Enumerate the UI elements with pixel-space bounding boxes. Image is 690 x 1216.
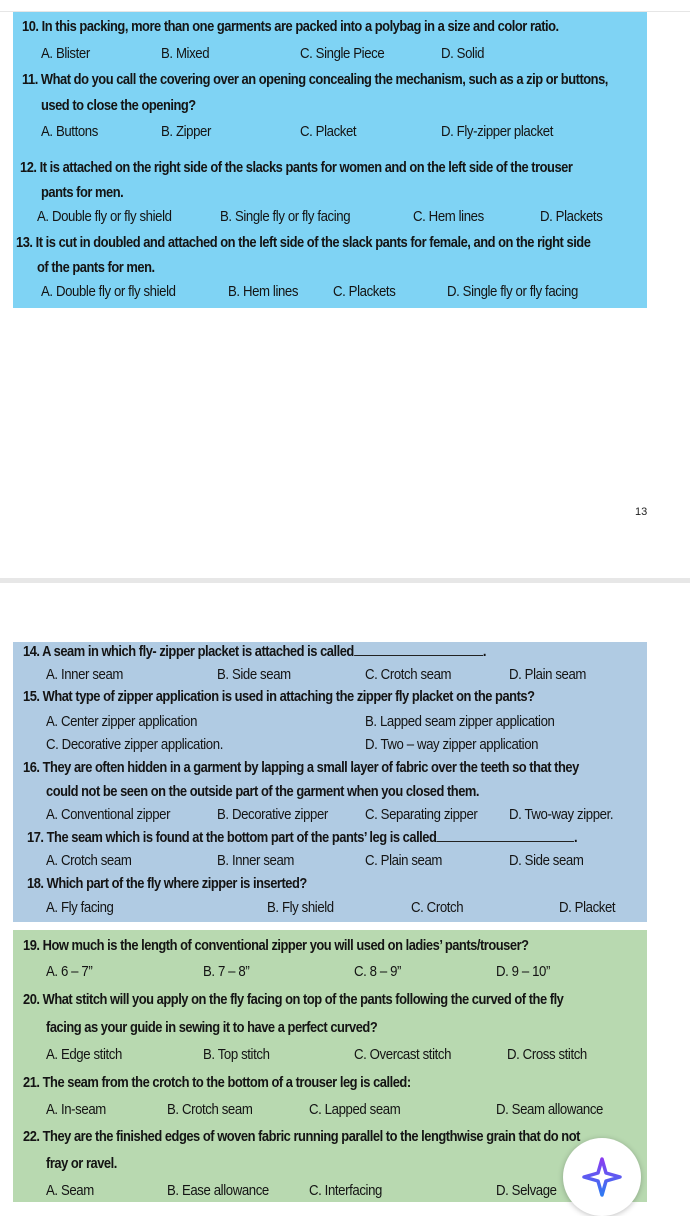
q13-option-b[interactable]: B. Hem lines — [228, 283, 299, 300]
question-17-text: 17. The seam which is found at the bottom part of the pants’ leg is called — [27, 829, 437, 846]
question-15: 15. What type of zipper application is used in attaching the zipper fly placket on the pants? — [23, 688, 535, 705]
question-21: 21. The seam from the crotch to the bottom of a trouser leg is called: — [23, 1074, 411, 1091]
question-20-line-1: 20. What stitch will you apply on the fly facing on top of the pants following the curved of the fly — [23, 991, 564, 1008]
question-17-end: . — [574, 829, 578, 846]
q15-option-d[interactable]: D. Two – way zipper application — [365, 736, 539, 753]
q22-option-d[interactable]: D. Selvage — [496, 1182, 557, 1199]
q11-option-b[interactable]: B. Zipper — [161, 123, 211, 140]
question-11-line-2: used to close the opening? — [41, 97, 196, 114]
q14-option-c[interactable]: C. Crotch seam — [365, 666, 452, 683]
q17-option-b[interactable]: B. Inner seam — [217, 852, 295, 869]
q17-option-d[interactable]: D. Side seam — [509, 852, 584, 869]
q16-option-d[interactable]: D. Two-way zipper. — [509, 806, 614, 823]
q20-option-a[interactable]: A. Edge stitch — [46, 1046, 122, 1063]
question-14-text: 14. A seam in which fly- zipper placket is attached is called — [23, 643, 354, 660]
sparkle-icon — [582, 1157, 622, 1197]
q22-option-c[interactable]: C. Interfacing — [309, 1182, 382, 1199]
answer-blank — [354, 643, 483, 656]
question-block-2 — [13, 642, 647, 922]
q10-option-b[interactable]: B. Mixed — [161, 45, 210, 62]
q16-option-b[interactable]: B. Decorative zipper — [217, 806, 328, 823]
question-18: 18. Which part of the fly where zipper is inserted? — [27, 875, 307, 892]
q18-option-d[interactable]: D. Placket — [559, 899, 616, 916]
question-17 — [27, 829, 577, 846]
q11-option-d[interactable]: D. Fly-zipper placket — [441, 123, 553, 140]
question-14 — [23, 643, 486, 660]
q21-option-a[interactable]: A. In-seam — [46, 1101, 106, 1118]
question-16-line-1: 16. They are often hidden in a garment by lapping a small layer of fabric over the teeth so that they — [23, 759, 579, 776]
q14-option-d[interactable]: D. Plain seam — [509, 666, 587, 683]
question-22-line-1: 22. They are the finished edges of woven fabric running parallel to the lengthwise grain that do not — [23, 1128, 580, 1145]
q19-option-d[interactable]: D. 9 – 10” — [496, 963, 551, 980]
q18-option-c[interactable]: C. Crotch — [411, 899, 464, 916]
q11-option-a[interactable]: A. Buttons — [41, 123, 98, 140]
q10-option-a[interactable]: A. Blister — [41, 45, 90, 62]
q11-option-c[interactable]: C. Placket — [300, 123, 357, 140]
q19-option-a[interactable]: A. 6 – 7” — [46, 963, 93, 980]
question-block-3 — [13, 930, 647, 1202]
q22-option-a[interactable]: A. Seam — [46, 1182, 94, 1199]
question-12-line-1: 12. It is attached on the right side of the slacks pants for women and on the left side of the trouser — [20, 159, 573, 176]
q21-option-b[interactable]: B. Crotch seam — [167, 1101, 253, 1118]
q12-option-d[interactable]: D. Plackets — [540, 208, 603, 225]
question-22-line-2: fray or ravel. — [46, 1155, 117, 1172]
top-edge — [0, 0, 690, 12]
q22-option-b[interactable]: B. Ease allowance — [167, 1182, 269, 1199]
question-20-line-2: facing as your guide in sewing it to have a perfect curved? — [46, 1019, 378, 1036]
q15-option-c[interactable]: C. Decorative zipper application. — [46, 736, 223, 753]
q21-option-c[interactable]: C. Lapped seam — [309, 1101, 401, 1118]
q20-option-c[interactable]: C. Overcast stitch — [354, 1046, 452, 1063]
ai-assistant-button[interactable] — [563, 1138, 641, 1216]
q18-option-a[interactable]: A. Fly facing — [46, 899, 114, 916]
q18-option-b[interactable]: B. Fly shield — [267, 899, 334, 916]
q17-option-c[interactable]: C. Plain seam — [365, 852, 443, 869]
question-10: 10. In this packing, more than one garments are packed into a polybag in a size and color ratio. — [22, 18, 559, 35]
q13-option-a[interactable]: A. Double fly or fly shield — [41, 283, 176, 300]
q15-option-b[interactable]: B. Lapped seam zipper application — [365, 713, 555, 730]
question-19: 19. How much is the length of conventional zipper you will used on ladies’ pants/trouser? — [23, 937, 529, 954]
question-16-line-2: could not be seen on the outside part of the garment when you closed them. — [46, 783, 480, 800]
q20-option-d[interactable]: D. Cross stitch — [507, 1046, 587, 1063]
page-number: 13 — [635, 506, 648, 518]
question-13-line-1: 13. It is cut in doubled and attached on the left side of the slack pants for female, and on the right side — [16, 234, 591, 251]
q20-option-b[interactable]: B. Top stitch — [203, 1046, 270, 1063]
question-13-line-2: of the pants for men. — [37, 259, 155, 276]
q16-option-a[interactable]: A. Conventional zipper — [46, 806, 171, 823]
q15-option-a[interactable]: A. Center zipper application — [46, 713, 198, 730]
q19-option-c[interactable]: C. 8 – 9” — [354, 963, 402, 980]
q14-option-a[interactable]: A. Inner seam — [46, 666, 124, 683]
q12-option-a[interactable]: A. Double fly or fly shield — [37, 208, 172, 225]
q17-option-a[interactable]: A. Crotch seam — [46, 852, 132, 869]
q12-option-b[interactable]: B. Single fly or fly facing — [220, 208, 351, 225]
q12-option-c[interactable]: C. Hem lines — [413, 208, 484, 225]
q10-option-d[interactable]: D. Solid — [441, 45, 485, 62]
q13-option-c[interactable]: C. Plackets — [333, 283, 396, 300]
q19-option-b[interactable]: B. 7 – 8” — [203, 963, 250, 980]
question-12-line-2: pants for men. — [41, 184, 124, 201]
q14-option-b[interactable]: B. Side seam — [217, 666, 291, 683]
page-divider — [0, 578, 690, 583]
question-11-line-1: 11. What do you call the covering over an opening concealing the mechanism, such as a zip or buttons, — [22, 71, 608, 88]
q10-option-c[interactable]: C. Single Piece — [300, 45, 385, 62]
answer-blank — [436, 829, 574, 842]
q21-option-d[interactable]: D. Seam allowance — [496, 1101, 604, 1118]
q13-option-d[interactable]: D. Single fly or fly facing — [447, 283, 578, 300]
question-block-1 — [13, 12, 647, 308]
q16-option-c[interactable]: C. Separating zipper — [365, 806, 478, 823]
question-14-end: . — [482, 643, 486, 660]
